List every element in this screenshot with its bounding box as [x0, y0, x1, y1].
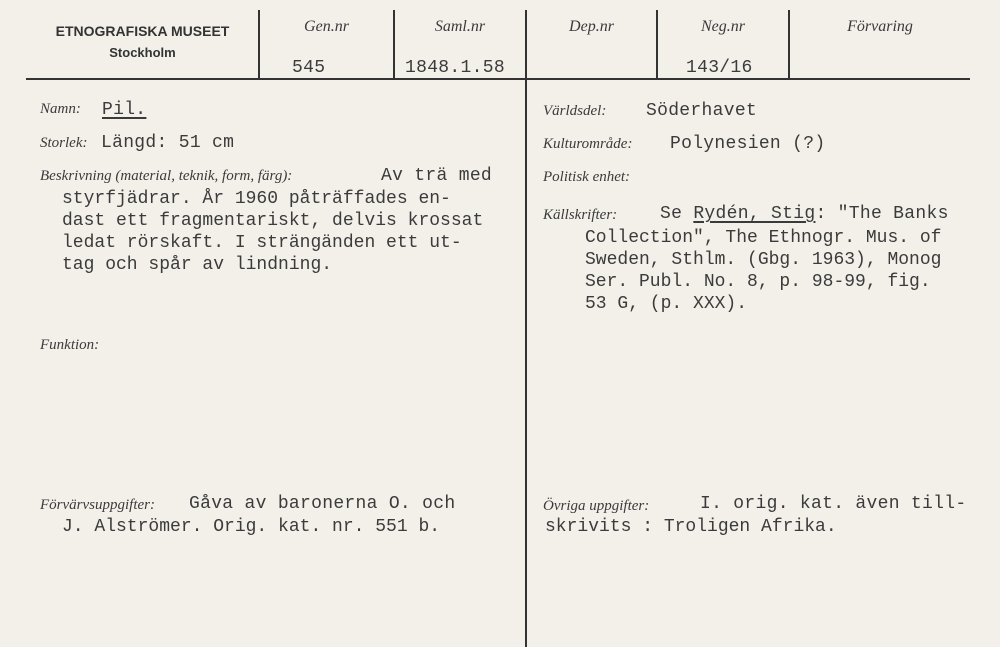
forvarv-value: Gåva av baronerna O. och [189, 494, 456, 514]
beskrivning-value: Av trä med [381, 166, 493, 186]
museum-name: ETNOGRAFISKA MUSEET [55, 23, 230, 39]
saml-nr-label: Saml.nr [434, 18, 486, 35]
beskrivning-line: styrfjädrar. År 1960 påträffades en- [62, 189, 451, 209]
kallskrifter-line: 53 G, (p. XXX). [585, 294, 748, 314]
beskrivning-line: tag och spår av lindning. [62, 255, 333, 275]
neg-nr-value: 143/16 [686, 58, 753, 78]
beskrivning-line: ledat rörskaft. I strängänden ett ut- [62, 233, 462, 253]
ovriga-label: Övriga uppgifter: [543, 498, 650, 514]
neg-nr-label: Neg.nr [701, 18, 745, 35]
saml-nr-value: 1848.1.58 [405, 58, 505, 78]
kallskrifter-pre: Se [660, 204, 683, 224]
varldsdel-label: Världsdel: [543, 103, 607, 119]
kallskrifter-line: Collection", The Ethnogr. Mus. of [585, 228, 942, 248]
forvaring-label: Förvaring [847, 18, 913, 35]
kallskrifter-line: Ser. Publ. No. 8, p. 98-99, fig. [585, 272, 931, 292]
kulturomrade-label: Kulturområde: [543, 136, 633, 152]
politisk-label: Politisk enhet: [543, 169, 631, 185]
funktion-label: Funktion: [40, 337, 100, 353]
forvarv-label: Förvärvsuppgifter: [40, 497, 155, 513]
kallskrifter-post: : "The Banks [815, 204, 949, 224]
beskrivning-label: Beskrivning (material, teknik, form, färg): [40, 168, 293, 184]
center-divider [525, 80, 527, 647]
kallskrifter-value [660, 204, 949, 224]
museum-city: Stockholm [109, 45, 176, 60]
header-rule [26, 78, 970, 80]
varldsdel-value: Söderhavet [646, 101, 758, 121]
dep-nr-label: Dep.nr [569, 18, 614, 35]
kallskrifter-author: Rydén, Stig [693, 204, 816, 224]
storlek-label: Storlek: [40, 135, 88, 151]
beskrivning-line: dast ett fragmentariskt, delvis krossat [62, 211, 484, 231]
storlek-value: Längd: 51 cm [101, 133, 235, 153]
kallskrifter-line: Sweden, Sthlm. (Gbg. 1963), Monog [585, 250, 942, 270]
namn-label: Namn: [40, 101, 81, 117]
forvarv-line: J. Alströmer. Orig. kat. nr. 551 b. [62, 517, 441, 537]
gen-nr-value: 545 [292, 58, 326, 78]
kallskrifter-label: Källskrifter: [543, 207, 618, 223]
ovriga-line: skrivits : Troligen Afrika. [545, 517, 837, 537]
namn-value: Pil. [102, 100, 147, 120]
gen-nr-label: Gen.nr [304, 18, 349, 35]
ovriga-value: I. orig. kat. även till- [700, 494, 967, 514]
kulturomrade-value: Polynesien (?) [670, 134, 826, 154]
